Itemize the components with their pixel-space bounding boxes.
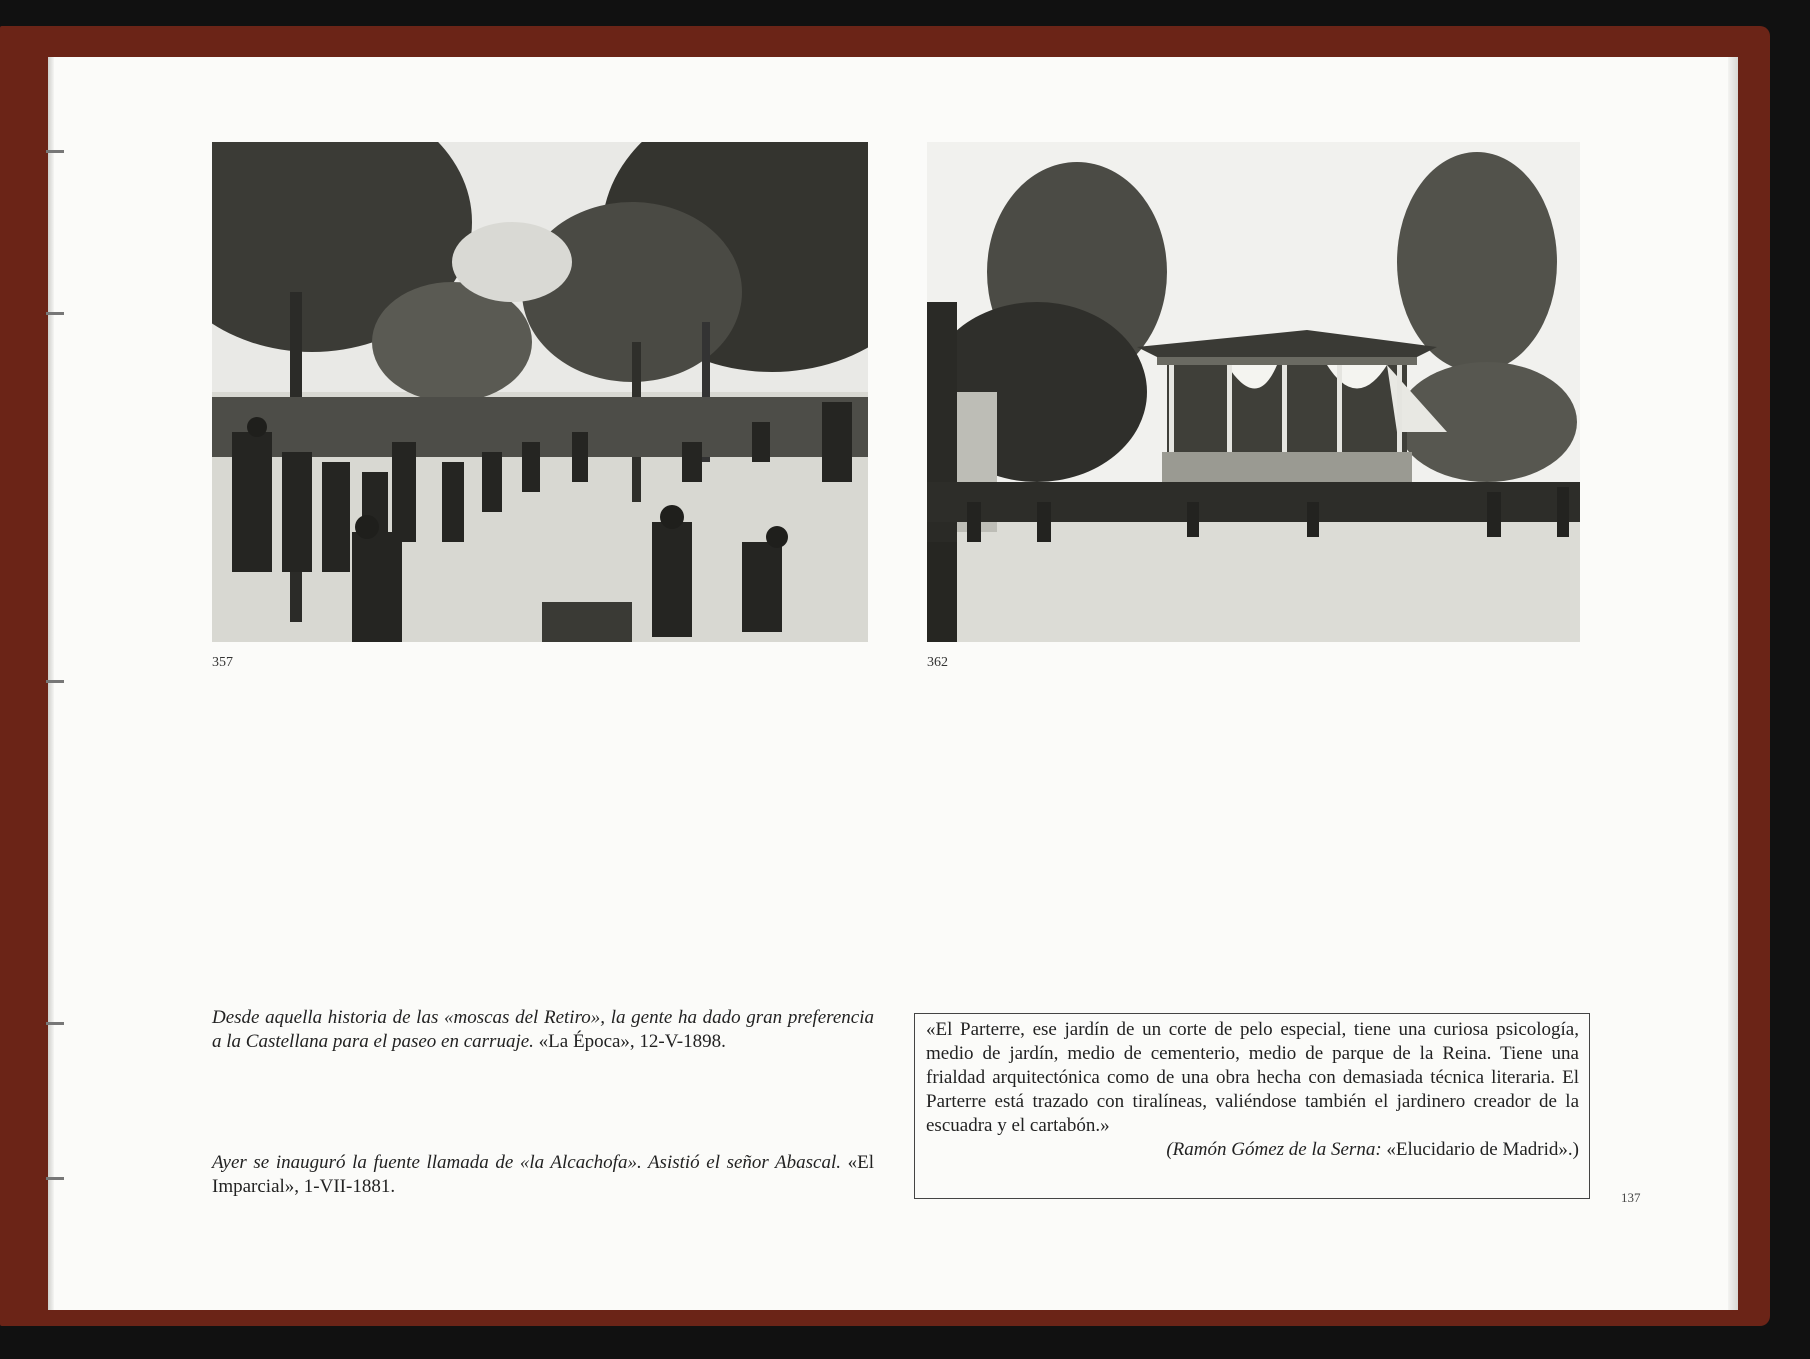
page-number: 137 bbox=[1621, 1190, 1641, 1205]
caption-alcachofa bbox=[212, 1151, 874, 1199]
caption-source: «El Imparcial», 1-VII-1881. bbox=[212, 1152, 874, 1197]
boxed-quote bbox=[914, 1013, 1590, 1199]
promenade-illustration bbox=[212, 142, 868, 642]
caption-castellana bbox=[212, 1006, 874, 1054]
quote-attribution bbox=[926, 1138, 1579, 1162]
quote-text: «El Parterre, ese jardín de un corte de pelo especial, tiene una curiosa psicología, medio de jardín, medio de cementerio, medio de parque de la Reina. Tiene una frialdad arquitectónica como de una obra hecha con demasiada técnica literaria. El Parterre está trazado con tiralíneas, valiéndose también el jardinero creador de la escuadra y el cartabón.» bbox=[926, 1019, 1579, 1136]
caption-text: Ayer se inauguró la fuente llamada de «la Alcachofa». Asistió el señor Abascal. bbox=[212, 1152, 842, 1173]
binding-stitch bbox=[46, 150, 64, 153]
photo-bandstand bbox=[927, 142, 1580, 642]
caption-source: «La Época», 12-V-1898. bbox=[533, 1031, 726, 1052]
book-binding bbox=[48, 57, 54, 1310]
photo-number: 357 bbox=[212, 655, 233, 670]
page-edge-shadow bbox=[1728, 57, 1738, 1310]
binding-stitch bbox=[46, 312, 64, 315]
caption-text: Desde aquella historia de las «moscas del Retiro», la gente ha dado gran preferencia a la Castellana para el paseo en carruaje. bbox=[212, 1007, 874, 1052]
attribution-source: «Elucidario de Madrid».) bbox=[1386, 1139, 1579, 1160]
bandstand-illustration bbox=[927, 142, 1580, 642]
attribution-author: (Ramón Gómez de la Serna: bbox=[1166, 1139, 1387, 1160]
binding-stitch bbox=[46, 680, 64, 683]
binding-stitch bbox=[46, 1177, 64, 1180]
photo-number: 362 bbox=[927, 655, 948, 670]
binding-stitch bbox=[46, 1022, 64, 1025]
photo-promenade bbox=[212, 142, 868, 642]
